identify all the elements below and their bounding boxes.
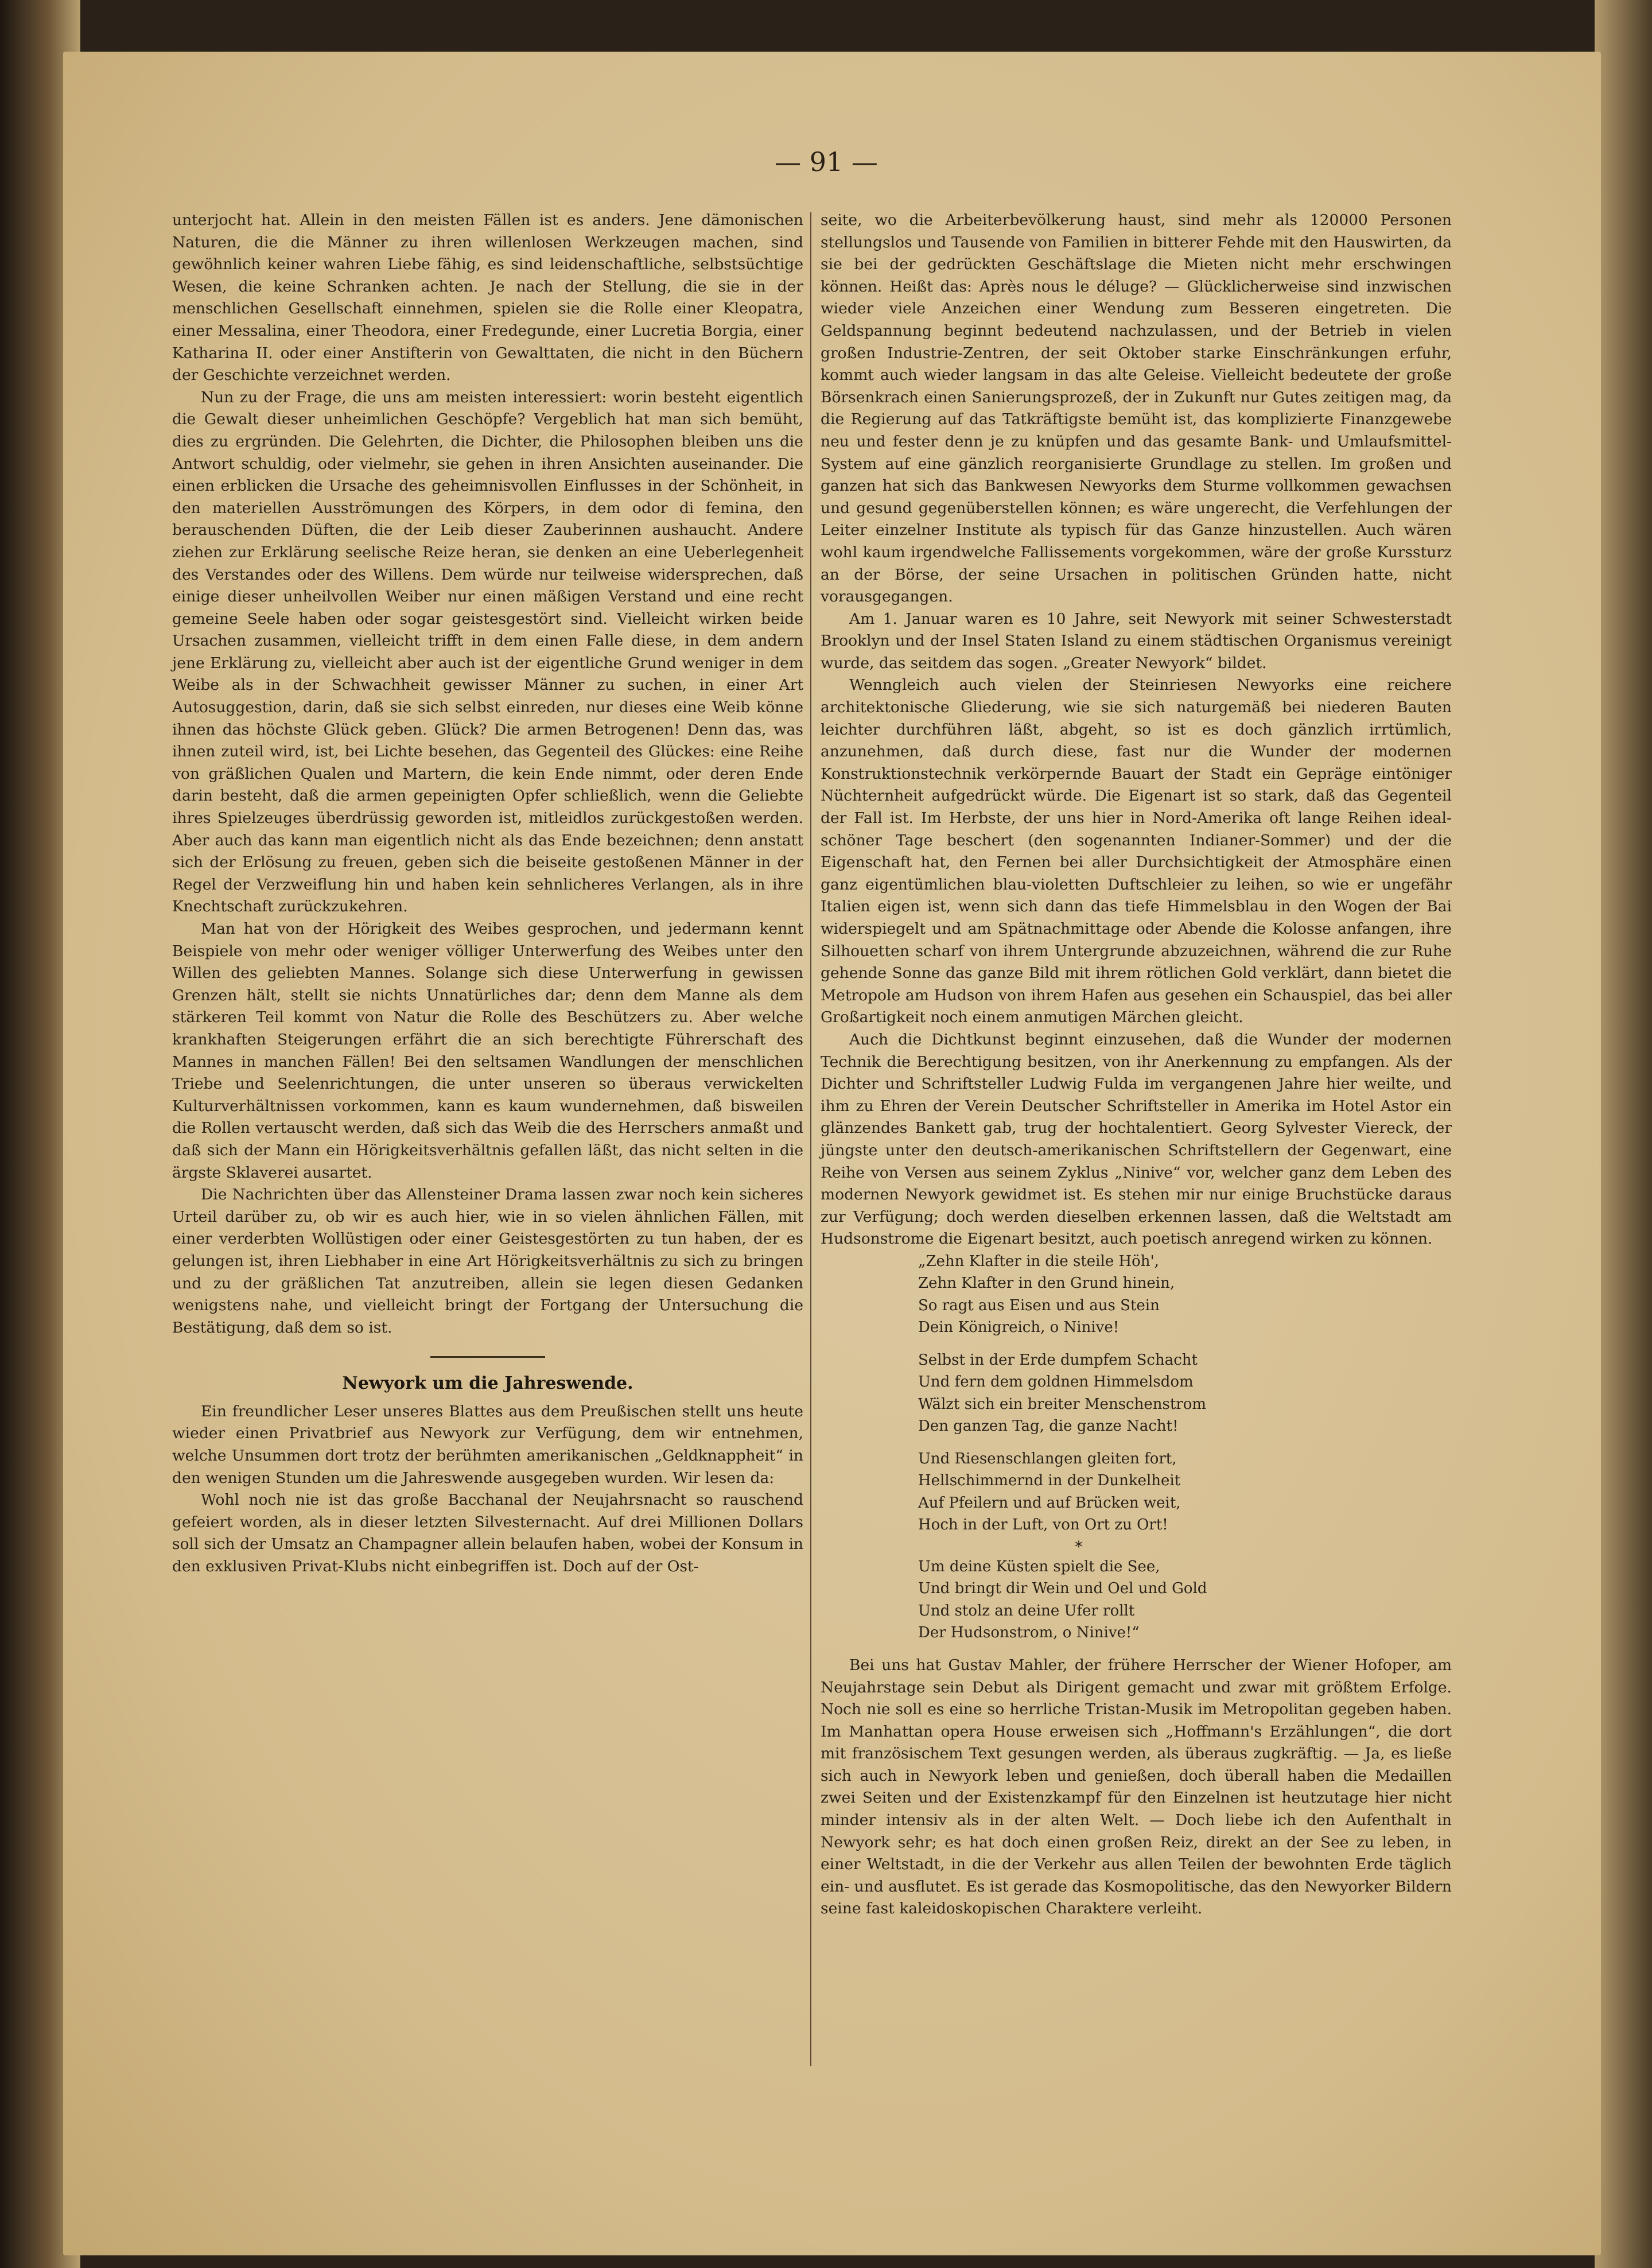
poem-verse: So ragt aus Eisen und aus Stein bbox=[918, 1296, 1160, 1314]
poem-verse: Und Riesenschlangen gleiten fort, bbox=[918, 1450, 1177, 1467]
poem bbox=[821, 1250, 1452, 1644]
right-column bbox=[821, 209, 1452, 1920]
poem-verse: Der Hudsonstrom, o Ninive!“ bbox=[918, 1624, 1140, 1642]
paragraph: Auch die Dichtkunst beginnt einzusehen, daß die Wunder der modernen Technik die Berechtigung besitzen, von ihr Anerkennung zu empfangen. Als der Dichter und Schriftsteller Ludwig Fulda im vergangenen Jahre hier weilte, und ihm zu Ehren der Verein Deutscher Schriftsteller in Amerika im Hotel Astor ein glänzendes Bankett gab, trug der hochtalentiert. Georg Sylvester Viereck, der jüngste unter den deutsch-amerikanischen Schriftstellern der Gegenwart, eine Reihe von Versen aus seinem Zyklus „Ninive“ vor, welcher ganz dem Leben des modernen Newyork gewidmet ist. Es stehen mir nur einige Bruchstücke daraus zur Verfügung; doch werden dieselben erkennen lassen, daß die Weltstadt am Hudsonstrome die Eigenart besitzt, auch poetisch anregend wirken zu können. bbox=[821, 1030, 1452, 1248]
page-number: — 91 — bbox=[775, 146, 878, 177]
poem-verse: Zehn Klafter in den Grund hinein, bbox=[918, 1275, 1175, 1292]
poem-stanza bbox=[918, 1349, 1452, 1438]
poem-stanza bbox=[918, 1556, 1452, 1644]
poem-stanza bbox=[918, 1448, 1452, 1536]
poem-verse: Den ganzen Tag, die ganze Nacht! bbox=[918, 1417, 1179, 1435]
poem-verse: Hoch in der Luft, von Ort zu Ort! bbox=[918, 1516, 1168, 1534]
paragraph: Am 1. Januar waren es 10 Jahre, seit Newyork mit seiner Schwesterstadt Brooklyn und der Insel Staten Island zu einem städtischen Organismus vereinigt wurde, das seitdem das sogen. „Greater Newyork“ bildet. bbox=[821, 609, 1452, 672]
poem-verse: Selbst in der Erde dumpfem Schacht bbox=[918, 1351, 1198, 1369]
paragraph: Wohl noch nie ist das große Bacchanal der Neujahrsnacht so rauschend gefeiert worden, als in dieser letzten Silvesternacht. Auf drei Millionen Dollars soll sich der Umsatz an Champagner allein belaufen haben, wobei der Konsum in den exklusiven Privat-Klubs nicht einbegriffen ist. Doch auf der Ost- bbox=[172, 1491, 803, 1576]
poem-asterisk: * bbox=[1075, 1538, 1083, 1556]
section-divider bbox=[430, 1356, 545, 1358]
article-heading: Newyork um die Jahreswende. bbox=[342, 1373, 633, 1394]
left-column bbox=[172, 209, 803, 1578]
poem-stanza bbox=[918, 1250, 1452, 1339]
poem-verse: Wälzt sich ein breiter Menschenstrom bbox=[918, 1395, 1206, 1413]
poem-verse: Und bringt dir Wein und Oel und Gold bbox=[918, 1580, 1207, 1598]
poem-verse: Und fern dem goldnen Himmelsdom bbox=[918, 1373, 1194, 1391]
poem-verse: Und stolz an deine Ufer rollt bbox=[918, 1602, 1135, 1620]
book-edge bbox=[1595, 0, 1652, 2268]
poem-verse: Hellschimmernd in der Dunkelheit bbox=[918, 1472, 1181, 1490]
paragraph: unterjocht hat. Allein in den meisten Fällen ist es anders. Jene dämonischen Naturen, die die Männer zu ihren willenlosen Werkzeugen machen, sind gewöhnlich keiner wahren Liebe fähig, es sind leidenschaftliche, selbstsüchtige Wesen, die keine Schranken achten. Je nach der Stellung, die sie in der menschlichen Gesellschaft einnehmen, spielen sie die Rolle einer Kleopatra, einer Messalina, einer Theodora, einer Fredegunde, einer Lucretia Borgia, einer Katharina II. oder einer Anstifterin von Gewalttaten, die nicht in den Büchern der Geschichte verzeichnet werden. bbox=[172, 211, 803, 385]
paragraph: Man hat von der Hörigkeit des Weibes gesprochen, und jedermann kennt Beispiele von mehr oder weniger völliger Unterwerfung des Weibes unter den Willen des geliebten Mannes. Solange sich diese Unterwerfung in gewissen Grenzen hält, stellt sie nichts Unnatürliches dar; denn dem Manne als dem stärkeren Teil kommt von Natur die Rolle des Beschützers zu. Aber welche krankhaften Steigerungen erfährt die an sich berechtigte Führerschaft des Mannes in manchen Fällen! Bei den seltsamen Wandlungen der menschlichen Triebe und Seelenrichtungen, die unter unseren so überaus verwickelten Kulturverhältnissen vorkommen, kann es kaum wundernehmen, daß bisweilen die Rollen vertauscht werden, daß sich das Weib die des Herrschers anmaßt und daß sich der Mann ein Hörigkeitsverhältnis gefallen läßt, das nicht selten in die ärgste Sklaverei ausartet. bbox=[172, 920, 803, 1182]
paragraph: Die Nachrichten über das Allensteiner Drama lassen zwar noch kein sicheres Urteil darüber zu, ob wir es auch hier, wie in so vielen ähnlichen Fällen, mit einer verderbten Wollüstigen oder einer Geistesgestörten zu tun haben, der es gelungen ist, ihren Liebhaber in eine Art Hörigkeitsverhältnis zu sich zu bringen und zu der gräßlichen Tat anzutreiben, allein sie legen diesen Gedanken wenigstens nahe, und vielleicht bringt der Fortgang der Untersuchung die Bestätigung, daß dem so ist. bbox=[172, 1186, 803, 1337]
paragraph: Nun zu der Frage, die uns am meisten interessiert: worin besteht eigentlich die Gewalt dieser unheimlichen Geschöpfe? Vergeblich hat man sich bemüht, dies zu ergründen. Die Gelehrten, die Dichter, die Philosophen bleiben uns die Antwort schuldig, oder vielmehr, sie gehen in ihren Ansichten auseinander. Die einen erblicken die Ursache des geheimnisvollen Einflusses in der Schönheit, in den materiellen Ausströmungen des Körpers, in dem odor di femina, den berauschenden Düften, die der Leib dieser Zauberinnen aushaucht. Andere ziehen zur Erklärung seelische Reize heran, sie denken an eine Ueberlegenheit des Verstandes oder des Willens. Dem würde nur teilweise widersprechen, daß einige dieser unheilvollen Weiber nur einen mäßigen Verstand und eine recht gemeine Seele haben oder sogar geistesgestört sind. Vielleicht wirken beide Ursachen zusammen, vielleicht trifft in dem einen Falle diese, in dem andern jene Erklärung zu, vielleicht aber auch ist der eigentliche Grund weniger in dem Weibe als in der Schwachheit gewisser Männer zu suchen, in einer Art Autosuggestion, darin, daß sie sich selbst einreden, nur dieses eine Weib könne ihnen das höchste Glück geben. Glück? Die armen Betrogenen! Denn das, was ihnen zuteil wird, ist, bei Lichte besehen, das Gegenteil des Glückes: eine Reihe von gräßlichen Qualen und Martern, die kein Ende nimmt, oder deren Ende darin besteht, daß die armen gepeinigten Opfer schließlich, wenn die Geliebte ihres Spielzeuges überdrüssig geworden ist, mitleidlos zurückgestoßen werden. Aber auch das kann man eigentlich nicht als das Ende bezeichnen; denn anstatt sich der Erlösung zu freuen, geben sich die beiseite gestoßenen Männer in der Regel der Verzweiflung hin und haben kein sehnlicheres Verlangen, als in ihre Knechtschaft zurückzukehren. bbox=[172, 388, 803, 916]
poem-verse: „Zehn Klafter in die steile Höh', bbox=[918, 1252, 1159, 1270]
poem-verse: Auf Pfeilern und auf Brücken weit, bbox=[918, 1494, 1181, 1512]
paragraph: Bei uns hat Gustav Mahler, der frühere Herrscher der Wiener Hofoper, am Neujahrstage sein Debut als Dirigent gemacht und zwar mit größtem Erfolge. Noch nie soll es eine so herrliche Tristan-Musik im Metropolitan gegeben haben. Im Manhattan opera House erweisen sich „Hoffmann's Erzählungen“, die dort mit französischem Text gesungen werden, als überaus zugkräftig. — Ja, es ließe sich auch in Newyork leben und genießen, doch überall haben die Medaillen zwei Seiten und der Existenzkampf für den Einzelnen ist heutzutage hier nicht minder intensiv als in der alten Welt. — Doch liebe ich den Aufenthalt in Newyork sehr; es hat doch einen großen Reiz, direkt an der See zu leben, in einer Weltstadt, in die der Verkehr aus allen Teilen der bewohnten Erde täglich ein- und ausflutet. Es ist gerade das Kosmopolitische, das den Newyorker Bildern seine fast kaleidoskopischen Charaktere verleiht. bbox=[821, 1656, 1452, 1918]
poem-verse: Dein Königreich, o Ninive! bbox=[918, 1319, 1120, 1337]
paragraph: Wenngleich auch vielen der Steinriesen Newyorks eine reichere architektonische Gliederung, wie sie sich naturgemäß bei niederen Bauten leichter durchführen läßt, abgeht, so ist es doch gänzlich irrtümlich, anzunehmen, daß durch diese, fast nur die Wunder der modernen Konstruktionstechnik verkörpernde Bauart der Stadt ein Gepräge eintöniger Nüchternheit aufgedrückt würde. Die Eigenart ist so stark, daß das Gegenteil der Fall ist. Im Herbste, der uns hier in Nord-Amerika oft lange Reihen ideal-schöner Tage beschert (den sogenannten Indianer-Sommer) und der die Eigenschaft hat, den Fernen bei aller Durchsichtigkeit der Atmosphäre einen ganz eigentümlichen blau-violetten Duftschleier zu leihen, so wie er ungefähr Italien eigen ist, wenn sich dann das tiefe Himmelsblau in den Wogen der Bai widerspiegelt und am Spätnachmittage oder Abende die Kolosse anfangen, ihre Silhouetten scharf von ihrem Untergrunde abzuzeichnen, während die zur Ruhe gehende Sonne das ganze Bild mit ihrem rötlichen Gold verklärt, dann bietet die Metropole am Hudson von ihrem Hafen aus gesehen ein Schauspiel, das bei aller Großartigkeit noch einem anmutigen Märchen gleicht. bbox=[821, 676, 1452, 1027]
poem-verse: Um deine Küsten spielt die See, bbox=[918, 1558, 1160, 1575]
paragraph: Ein freundlicher Leser unseres Blattes aus dem Preußischen stellt uns heute wieder einen Privatbrief aus Newyork zur Verfügung, dem wir entnehmen, welche Unsummen dort trotz der berühmten amerikanischen „Geldknappheit“ in den wenigen Stunden um die Jahreswende ausgegeben wurden. Wir lesen da: bbox=[172, 1402, 803, 1487]
column-divider bbox=[810, 212, 811, 2066]
paragraph: seite, wo die Arbeiterbevölkerung haust, sind mehr als 120000 Personen stellungslos und Tausende von Familien in bitterer Fehde mit den Hauswirten, da sie bei der gedrückten Geschäftslage die Mieten nicht mehr erschwingen können. Heißt das: Après nous le déluge? — Glücklicherweise sind inzwischen wieder viele Anzeichen einer Wendung zum Besseren eingetreten. Die Geldspannung beginnt bedeutend nachzulassen, und der Betrieb in vielen großen Industrie-Zentren, der seit Oktober starke Einschränkungen erfuhr, kommt auch wieder langsam in das alte Geleise. Vielleicht bedeutete der große Börsenkrach einen Sanierungsprozeß, der in Zukunft nur Gutes zeitigen mag, da die Regierung auf das Tatkräftigste bemüht ist, das komplizierte Finanzgewebe neu und fester denn je zu knüpfen und das gesamte Bank- und Umlaufsmittel-System auf eine gänzlich reorganisierte Grundlage zu stellen. Im großen und ganzen hat sich das Bankwesen Newyorks dem Sturme vollkommen gewachsen und gesund gegenüberstellen können; es wäre ungerecht, die Verfehlungen der Leiter einzelner Institute als typisch für das Ganze hinzustellen. Auch wären wohl kaum irgendwelche Fallissements vorgekommen, wäre der große Kurssturz an der Börse, der seine Ursachen in politischen Gründen hatte, nicht vorausgegangen. bbox=[821, 211, 1452, 606]
